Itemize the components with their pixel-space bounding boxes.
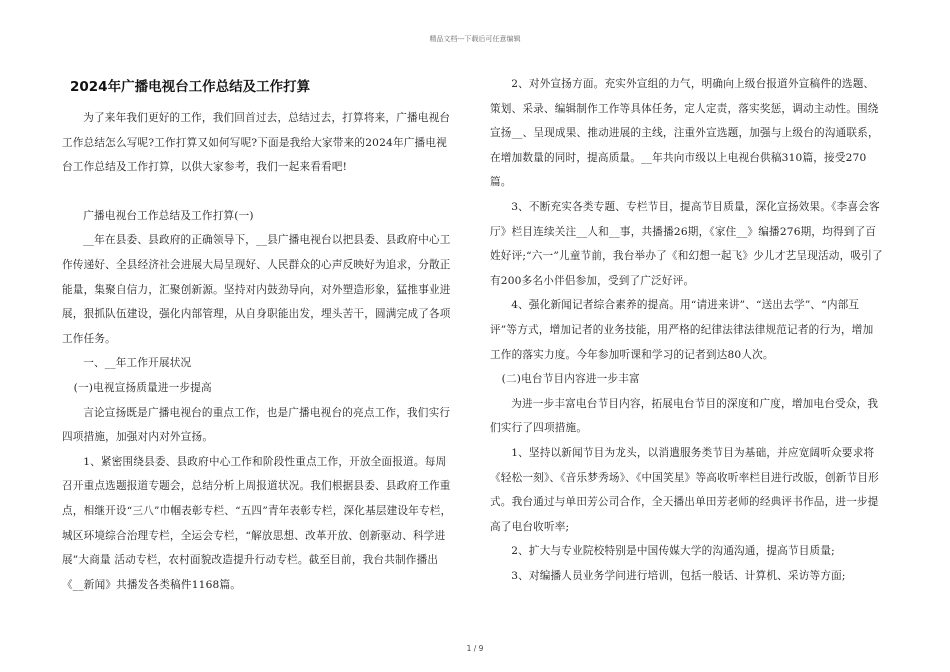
heading-level-2: (一)电视宣扬质量进一步提高 [73, 381, 212, 394]
intro-paragraph: 为了来年我们更好的工作，我们回首过去，总结过去，打算将来，广播电视台工作总结怎么写呢?工作打算又如何写呢?下面是我给大家带来的2024年广播电视台工作总结及工作打算，以供大家参考，我们一起来看看吧! [62, 112, 451, 174]
page-header: 精品文档---下载后可任意编辑 [429, 35, 521, 43]
body-paragraph: 1、紧密围绕县委、县政府中心工作和阶段性重点工作，开放全面报道。每周召开重点选题报道专题会，总结分析上周报道状况。我们根据县委、县政府工作重点，相继开设“三八”巾帼表彰专栏、“五四”青年表彰专栏，深化基层建设年专栏，城区环境综合治理专栏，全运会专栏，“解放思想、改革开放、创新驱动、科学进展”大商量 活动专栏，农村面貌改造提升行动专栏。截至目前，我台共制作播出《__新闻》共播发各类稿件1168篇。 [62, 455, 452, 591]
body-paragraph: 2、扩大与专业院校特别是中国传媒大学的沟通沟通，提高节目质量; [511, 545, 835, 558]
left-column [62, 72, 454, 597]
body-paragraph: 2、对外宣扬方面。充实外宣组的力气，明确向上级台报道外宣稿件的选题、策划、采录、编辑制作工作等具体任务，定人定责，落实奖惩，调动主动性。围绕宣扬__、呈现成果、推动进展的主线，注重外宣选题，加强与上级台的沟通联系，在增加数量的同时，提高质量。__年共向市级以上电视台供稿310篇，接受270篇。 [490, 78, 879, 189]
body-paragraph: 3、对编播人员业务学问进行培训，包括一般话、计算机、采访等方面; [511, 569, 846, 582]
section-heading: 广播电视台工作总结及工作打算(一) [83, 209, 254, 222]
body-paragraph: 3、不断充实各类专题、专栏节目，提高节目质量，深化宣扬效果。《李喜会客厅》栏目连续关注__人和__事，共播播26期，《家住__》编播276期，均得到了百姓好评;“六一”儿童节前，我台举办了《和幻想一起飞》少儿才艺呈现活动，吸引了有200多名小伴侣参加，受到了广泛好评。 [490, 200, 883, 287]
body-paragraph: 4、强化新闻记者综合素养的提高。用“请进来讲”、“送出去学”、“内部互评”等方式，增加记者的业务技能，用严格的纪律法律法律规范记者的行为，增加工作的落实力度。今年参加听课和学习的记者到达80人次。 [490, 299, 874, 361]
body-paragraph: 为进一步丰富电台节目内容，拓展电台节目的深度和广度，增加电台受众，我们实行了四项措施。 [490, 397, 879, 435]
heading-level-2: (二)电台节目内容进一步丰富 [501, 373, 640, 386]
body-paragraph: 1、坚持以新闻节目为龙头，以消遣服务类节目为基础，并应宽阔听众要求将《轻松一刻》、《音乐梦秀场》、《中国笑星》等高收听率栏目进行改版，创新节目形式。我台通过与单田芳公司合作，全天播出单田芳老师的经典评书作品，进一步提高了电台收听率; [490, 446, 879, 533]
heading-level-1: 一、__年工作开展状况 [83, 357, 192, 370]
body-paragraph: __年在县委、县政府的正确领导下，__县广播电视台以把县委、县政府中心工作传递好、全县经济社会进展大局呈现好、人民群众的心声反映好为追求，分散正能量，集聚自信力，汇聚创新源。坚持对内鼓劲导向，对外塑造形象，猛推事业进展，狠抓队伍建设，强化内部管理，从自身职能出发，埋头苦干，圆满完成了各项工作任务。 [62, 234, 451, 345]
body-paragraph: 言论宣扬既是广播电视台的重点工作，也是广播电视台的亮点工作，我们实行四项措施，加强对内对外宣扬。 [62, 406, 451, 444]
document-title: 2024年广播电视台工作总结及工作打算 [70, 79, 311, 95]
page-number: 1 / 9 [466, 644, 484, 653]
right-column [490, 72, 884, 588]
